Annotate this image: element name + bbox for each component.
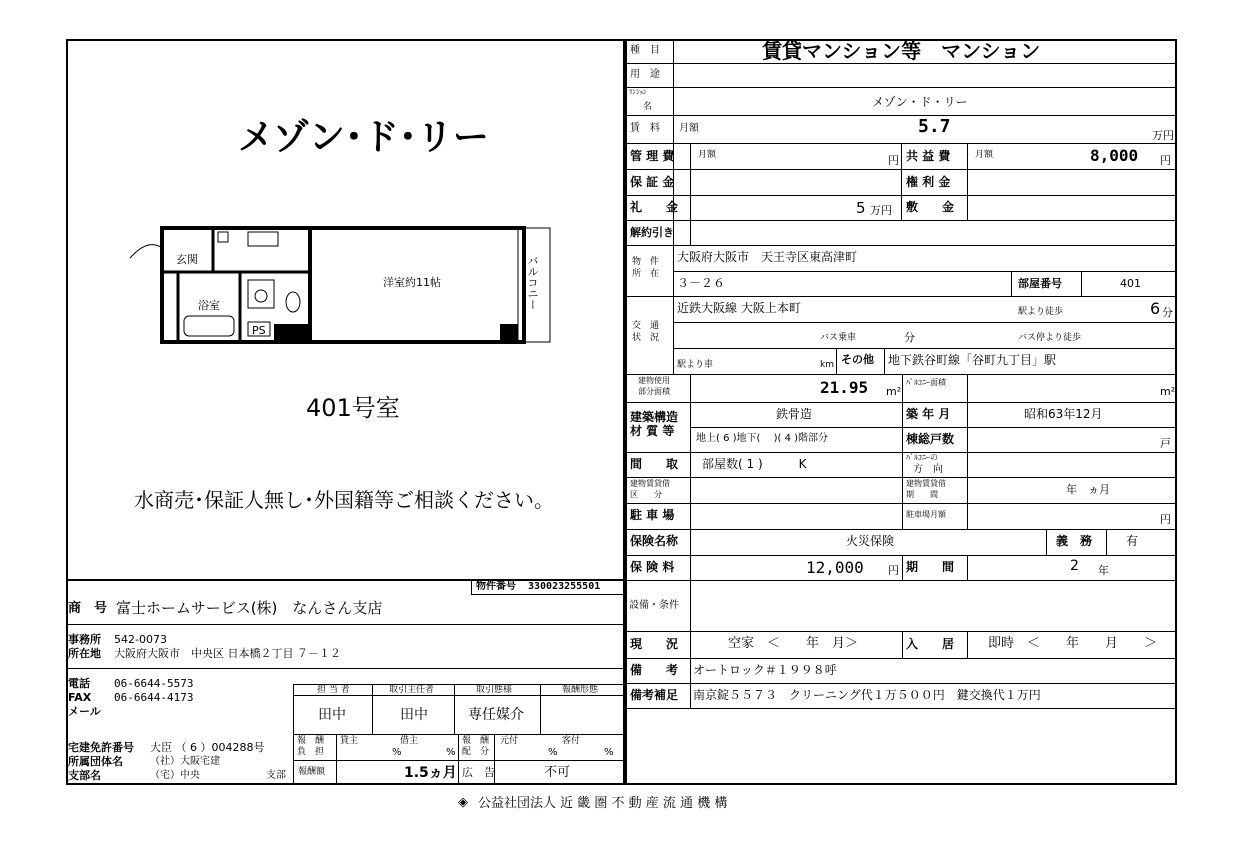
company-label: 商 号	[68, 601, 108, 616]
office-address: 大阪府大阪市 中央区 日本橋２丁目 ７－１２	[114, 647, 341, 660]
area-value: 21.95	[820, 378, 869, 397]
layout-label: 間 取	[630, 457, 679, 471]
office-label2: 所在地	[68, 647, 101, 660]
key-money-label: 権 利 金	[906, 175, 951, 189]
floorplan-entrance: 玄関	[176, 253, 198, 266]
parking-yen: 円	[1160, 513, 1171, 526]
duty-label: 義 務	[1056, 534, 1093, 548]
layout-value: 部屋数( 1 ) K	[702, 457, 807, 471]
insurance-value: 火災保険	[846, 534, 895, 548]
mail-label: メール	[68, 705, 101, 718]
rent-value: 5.7	[918, 116, 951, 137]
lease-type-label2: 区 分	[630, 490, 662, 499]
rent-label: 賃 料	[630, 123, 660, 134]
area-unit: m²	[886, 385, 902, 398]
fee-amount: 1.5ヵ月	[404, 765, 457, 781]
tenant-label: 借主	[400, 736, 419, 746]
period-label: 期 間	[906, 560, 955, 574]
other-value: 地下鉄谷町線「谷町九丁目」駅	[888, 353, 1057, 367]
structure-label1: 建築構造	[630, 410, 679, 424]
mgmt-monthly-label: 月額	[698, 150, 717, 160]
other-label: その他	[841, 353, 874, 366]
status-value: 空家 ＜ 年 月＞	[728, 636, 859, 651]
insurance-label: 保険名称	[630, 534, 679, 548]
walk-value: 6	[1150, 299, 1161, 318]
duty-value: 有	[1126, 534, 1139, 548]
fax-label: FAX	[68, 691, 92, 704]
address2: ３－２６	[677, 276, 726, 290]
floors-value: 地上( 6 )地下( )( 4 )階部分	[696, 433, 829, 444]
agent-header-person: 担 当 者	[317, 685, 350, 695]
branch-suffix: 支部	[266, 770, 286, 781]
walk-min: 分	[1162, 306, 1173, 319]
floorplan-ps: PS	[252, 324, 266, 337]
ad-value: 不可	[544, 765, 571, 780]
footer-org: 公益社団法人 近 畿 圏 不 動 産 流 通 機 構	[478, 796, 728, 811]
fee-burden-label2: 負 担	[297, 747, 325, 757]
mgmt-yen: 円	[888, 154, 899, 167]
fax: 06-6644-4173	[114, 691, 194, 704]
landlord-label: 貸主	[340, 736, 359, 746]
premium-value: 12,000	[806, 558, 864, 577]
area-label2: 部分面積	[638, 387, 670, 396]
property-number-label: 物件番号	[476, 581, 516, 592]
license-label: 宅建免許番号	[68, 741, 134, 754]
location-label2: 所 在	[632, 269, 660, 279]
car-label: 駅より車	[677, 360, 714, 370]
floorplan-western-room: 洋室約11帖	[383, 276, 441, 289]
fee-amount-label: 報酬額	[298, 767, 326, 777]
train-line: 近鉄大阪線 大阪上本町	[677, 301, 801, 315]
percent-2: %	[446, 747, 456, 758]
license-value: 大臣 （ 6 ）004288号	[150, 741, 265, 754]
company-name: 富士ホームサービス(株) なんさん支店	[116, 599, 383, 617]
ad-label: 広 告	[462, 766, 495, 779]
parking-label: 駐 車 場	[630, 508, 675, 522]
kind-value: 賃貸マンション等 マンション	[762, 39, 1041, 63]
name-label1: ﾏﾝｼｮﾝ	[629, 88, 647, 96]
mgmt-label: 管 理 費	[630, 149, 675, 163]
remarks-label: 備 考	[630, 663, 679, 677]
lease-term-label1: 建物賃貸借	[906, 479, 946, 488]
premium-yen: 円	[888, 564, 899, 577]
status-label: 現 況	[630, 637, 679, 651]
footer-logo-icon: ◈	[458, 795, 468, 810]
name-value: メゾン・ド・リー	[872, 95, 968, 109]
walk-label: 駅より徒歩	[1018, 307, 1064, 317]
remarks2-value: 南京錠５５７３ クリーニング代１万５００円 鍵交換代１万円	[693, 688, 1041, 702]
balcony-area-label: ﾊﾞﾙｺﾆｰ面積	[906, 378, 946, 387]
reikin-label: 礼 金	[630, 200, 679, 214]
car-km: km	[820, 360, 834, 370]
period-unit: 年	[1098, 564, 1109, 577]
fee-burden-label1: 報 酬	[297, 736, 325, 746]
reikin-value: 5	[856, 199, 866, 217]
name-label2: 名	[643, 102, 653, 112]
common-monthly-label: 月額	[975, 150, 994, 160]
agent-header-fee-form: 報酬形態	[562, 685, 599, 695]
property-title: メゾン･ド･リー	[238, 117, 489, 158]
agent-chief: 田中	[400, 707, 428, 723]
kind-label: 種 目	[630, 45, 660, 56]
postal-code: 542-0073	[114, 633, 167, 646]
reikin-unit: 万円	[870, 204, 892, 217]
balcony-area-unit: m²	[1160, 385, 1176, 398]
remarks2-label: 備考補足	[630, 688, 679, 702]
lease-type-label1: 建物賃貸借	[630, 479, 670, 488]
split-label2: 配 分	[462, 747, 490, 757]
move-value: 即時 ＜ 年 月 ＞	[988, 636, 1158, 651]
built-value: 昭和63年12月	[1024, 407, 1103, 421]
room-no: 401	[1120, 277, 1141, 290]
structure-value: 鉄骨造	[776, 407, 813, 421]
lease-term-value: 年 ヵ月	[1066, 483, 1110, 496]
common-label: 共 益 費	[906, 149, 951, 163]
bus-min: 分	[904, 331, 915, 344]
premium-label: 保 険 料	[630, 560, 675, 574]
floor-plan	[128, 218, 558, 350]
common-yen: 円	[1160, 154, 1171, 167]
units-ko: 戸	[1160, 437, 1171, 450]
room-no-label: 部屋番号	[1018, 277, 1062, 290]
common-value: 8,000	[1090, 146, 1139, 165]
property-number: 330023255501	[528, 581, 601, 592]
deposit-label: 保 証 金	[630, 175, 675, 189]
lease-term-label2: 期 間	[906, 490, 938, 499]
built-label: 築 年 月	[906, 407, 951, 421]
agent-header-chief: 取引主任者	[389, 685, 435, 695]
equipment-label: 設備・条件	[629, 600, 679, 611]
room-number: 401号室	[306, 394, 400, 422]
location-label1: 物 件	[632, 257, 660, 267]
traffic-label1: 交 通	[632, 321, 660, 331]
split-label1: 報 酬	[462, 736, 490, 746]
floorplan-balcony: バルコニー	[526, 255, 539, 310]
structure-label2: 材 質 等	[630, 424, 675, 438]
tel: 06-6644-5573	[114, 677, 194, 690]
branch-value: （宅）中央	[150, 770, 200, 781]
shikikin-label: 敷 金	[906, 200, 955, 214]
office-label1: 事務所	[68, 633, 101, 646]
area-label1: 建物使用	[638, 376, 670, 385]
percent-4: %	[604, 747, 614, 758]
note: 水商売･保証人無し･外国籍等ご相談ください。	[134, 488, 554, 512]
agent-mode: 専任媒介	[468, 707, 524, 723]
branch-label: 支部名	[68, 769, 101, 782]
use-label: 用 途	[630, 69, 660, 80]
floorplan-bath: 浴室	[198, 299, 220, 312]
tel-label: 電話	[68, 677, 90, 690]
agent-person: 田中	[318, 707, 346, 723]
units-label: 棟総戸数	[906, 432, 955, 446]
address1: 大阪府大阪市 天王寺区東高津町	[677, 250, 858, 264]
assoc-label: 所属団体名	[68, 755, 123, 768]
percent-3: %	[548, 747, 558, 758]
parking-fee-label: 駐車場月額	[906, 510, 946, 519]
direction-label2: 方 向	[913, 464, 943, 475]
kaiyaku-label: 解約引き	[630, 226, 674, 239]
moto-label: 元付	[500, 736, 519, 746]
agent-header-mode: 取引態様	[476, 685, 513, 695]
period-value: 2	[1070, 558, 1079, 574]
assoc-value: （社）大阪宅建	[150, 756, 220, 767]
kyaku-label: 客付	[562, 736, 581, 746]
remarks-value: オートロック＃１９９８呼	[693, 663, 837, 677]
move-label: 入 居	[906, 637, 955, 651]
direction-label1: ﾊﾞﾙｺﾆｰの	[906, 453, 938, 462]
bus-label: バス乗車	[820, 333, 857, 343]
rent-unit: 万円	[1152, 129, 1174, 142]
percent-1: %	[392, 747, 402, 758]
bus-stop-label: バス停より徒歩	[1018, 333, 1082, 343]
rent-monthly-label: 月額	[679, 123, 699, 134]
traffic-label2: 状 況	[632, 333, 660, 343]
